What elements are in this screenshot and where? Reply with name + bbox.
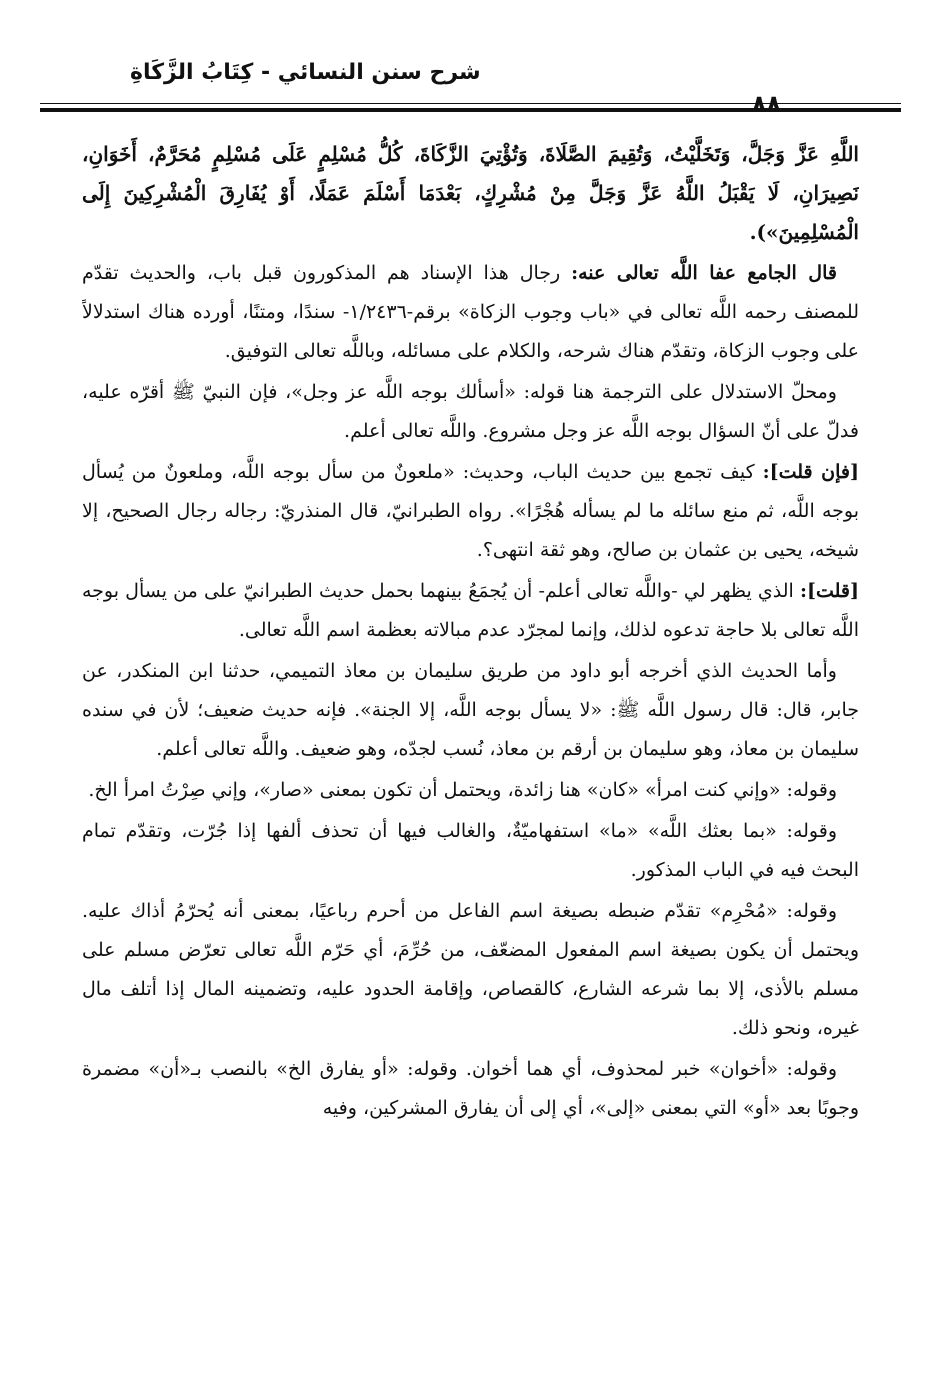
commentary-paragraph [82, 771, 859, 810]
page-body [82, 135, 859, 1353]
paragraph-text: رجال هذا الإسناد هم المذكورون قبل باب، والحديث تقدّم للمصنف رحمه اللَّه تعالى في «باب وجوب الزكاة» برقم-١/٢٤٣٦- سندًا، ومتنًا، أورده هناك استدلالاً على وجوب الزكاة، وتقدّم هناك شرحه، والكلام على مسائله، وباللَّه تعالى التوفيق. [82, 262, 859, 362]
paragraph-text: اللَّهِ عَزَّ وَجَلَّ، وَتَخَلَّيْتُ، وَتُقِيمَ الصَّلَاةَ، وَتُؤْتِيَ الزَّكَاةَ، كُلُّ مُسْلِمٍ عَلَى مُسْلِمٍ مُحَرَّمٌ، أَخَوَانِ، نَصِيرَانِ، لَا يَقْبَلُ اللَّهُ عَزَّ وَجَلَّ مِنْ مُشْرِكٍ، بَعْدَمَا أَسْلَمَ عَمَلًا، أَوْ يُفَارِقَ الْمُشْرِكِينَ إِلَى الْمُسْلِمِينَ»). [82, 142, 859, 244]
page-header [40, 60, 901, 120]
commentary-paragraph [82, 572, 859, 650]
page-number: ٨٨ [751, 90, 781, 118]
paragraph-text: وقوله: «أخوان» خبر لمحذوف، أي هما أخوان. وقوله: «أو يفارق الخ» بالنصب بـ«أن» مضمرة وجوبًا بعد «أو» التي بمعنى «إلى»، أي إلى أن يفارق المشركين، وفيه [82, 1058, 859, 1119]
hadith-text-paragraph [82, 135, 859, 252]
commentary-paragraph [82, 812, 859, 890]
commentary-paragraph [82, 1050, 859, 1128]
commentary-paragraph [82, 652, 859, 769]
paragraph-lead: [فإن قلت]: [762, 461, 859, 483]
running-title: شرح سنن النسائي - كِتَابُ الزَّكَاةِ [130, 60, 481, 85]
paragraph-text: ومحلّ الاستدلال على الترجمة هنا قوله: «أسألك بوجه اللَّه عز وجل»، فإن النبيّ ﷺ أقرّه عليه، فدلّ على أنّ السؤال بوجه اللَّه عز وجل مشروع. واللَّه تعالى أعلم. [82, 381, 859, 442]
paragraph-text: وقوله: «بما بعثك اللَّه» «ما» استفهاميّةٌ، والغالب فيها أن تحذف ألفها إذا جُرّت، وتقدّم تمام البحث فيه في الباب المذكور. [82, 820, 859, 881]
paragraph-lead: [قلت]: [799, 580, 859, 602]
paragraph-text: الذي يظهر لي -واللَّه تعالى أعلم- أن يُجمَعُ بينهما بحمل حديث الطبرانيّ على من يسأل بوجه اللَّه تعالى بلا حاجة تدعوه لذلك، وإنما لمجرّد عدم مبالاته بعظمة اسم اللَّه تعالى. [82, 580, 859, 641]
paragraph-text: وأما الحديث الذي أخرجه أبو داود من طريق سليمان بن معاذ التميمي، حدثنا ابن المنكدر، عن جابر، قال: قال رسول اللَّه ﷺ: «لا يسأل بوجه اللَّه، إلا الجنة». فإنه حديث ضعيف؛ لأن في سنده سليمان بن معاذ، وهو سليمان بن أرقم بن معاذ، نُسب لجدّه، وهو ضعيف. واللَّه تعالى أعلم. [82, 660, 859, 760]
paragraph-lead: قال الجامع عفا اللَّه تعالى عنه: [571, 262, 837, 284]
commentary-paragraph [82, 373, 859, 451]
paragraph-text: كيف تجمع بين حديث الباب، وحديث: «ملعونٌ من سأل بوجه اللَّه، وملعونٌ من يُسأل بوجه اللَّه، ثم منع سائله ما لم يسأله هُجْرًا». رواه الطبرانيّ، قال المنذريّ: رجاله رجال الصحيح، إلا شيخه، يحيى بن عثمان بن صالح، وهو ثقة انتهى؟. [82, 461, 859, 561]
commentary-paragraph [82, 892, 859, 1048]
commentary-paragraph [82, 453, 859, 570]
header-rule-thin [40, 103, 901, 104]
header-rule-thick [40, 108, 901, 112]
paragraph-text: وقوله: «وإني كنت امرأ» «كان» هنا زائدة، ويحتمل أن تكون بمعنى «صار»، وإني صِرْتُ امرأ الخ. [88, 779, 837, 801]
commentary-paragraph [82, 254, 859, 371]
paragraph-text: وقوله: «مُحْرِم» تقدّم ضبطه بصيغة اسم الفاعل من أحرم رباعيًا، بمعنى أنه يُحرّمُ أذاك عليه. ويحتمل أن يكون بصيغة اسم المفعول المضعّف، من حُرِّمَ، أي حَرّم اللَّه تعالى تعرّض مسلم على مسلم بالأذى، إلا بما شرعه الشارع، كالقصاص، وإقامة الحدود عليه، وتضمينه المال إذا أتلف مال غيره، ونحو ذلك. [82, 900, 859, 1039]
